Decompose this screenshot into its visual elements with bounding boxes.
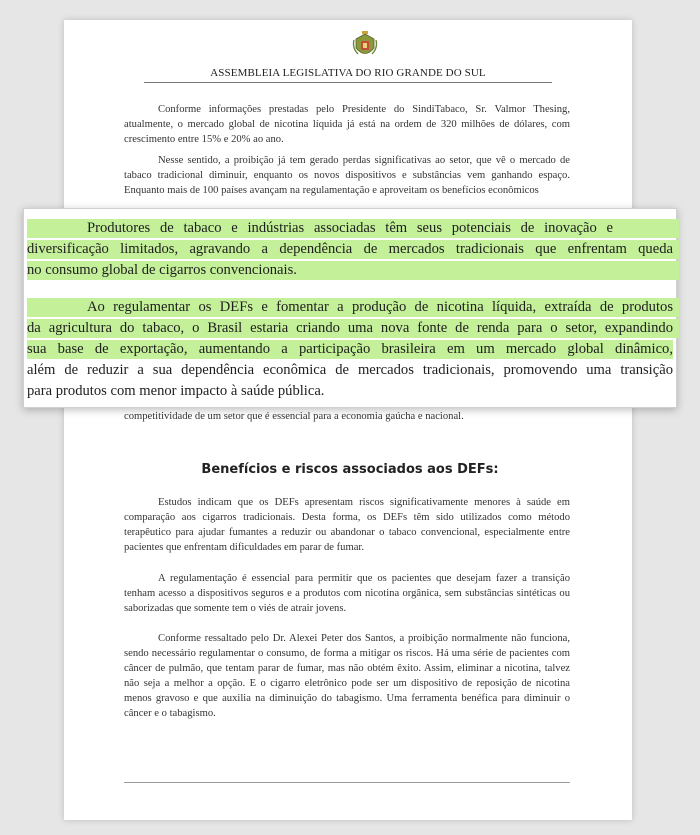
callout-line: sua base de exportação, aumentando a participação brasileira em um mercado global dinâmico, bbox=[27, 341, 673, 357]
paragraph-market-size: Conforme informações prestadas pelo Presidente do SindiTabaco, Sr. Valmor Thesing, atualmente, o mercado global de nicotina líquida já está na ordem de 320 milhões de dólares, com crescimento entre 15% e 20% ao ano. bbox=[124, 104, 570, 145]
paragraph-regulation: A regulamentação é essencial para permitir que os pacientes que desejam fazer a transição tenham acesso a dispositivos seguros e a produtos com nicotina orgânica, sem substâncias sintéticas ou saborizadas que somente tem o viés de atrair jovens. bbox=[124, 573, 570, 614]
footer-divider bbox=[124, 782, 570, 783]
callout-line: diversificação limitados, agravando a dependência de mercados tradicionais que enfrentam queda bbox=[27, 240, 679, 259]
header-divider bbox=[144, 82, 552, 83]
paragraph-losses: Nesse sentido, a proibição já tem gerado perdas significativas ao setor, que vê o mercado de tabaco tradicional diminuir, enquanto os novos dispositivos e substâncias vem ganhando espaço. Enquanto mais de 100 países avançam na regulamentação e aproveitam os benefícios econômicos bbox=[124, 155, 570, 196]
callout-line: para produtos com menor impacto à saúde pública. bbox=[27, 383, 325, 399]
highlighted-excerpt-callout bbox=[23, 208, 677, 408]
callout-line: Produtores de tabaco e indústrias associadas têm seus potenciais de inovação e bbox=[27, 219, 679, 238]
callout-line: Ao regulamentar os DEFs e fomentar a produção de nicotina líquida, extraída de produtos bbox=[27, 298, 679, 317]
callout-line: além de reduzir a sua dependência econômica de mercados tradicionais, promovendo uma transição bbox=[27, 362, 673, 378]
assembly-header: ASSEMBLEIA LEGISLATIVA DO RIO GRANDE DO SUL bbox=[210, 67, 486, 79]
paragraph-competitiveness: competitividade de um setor que é essencial para a economia gaúcha e nacional. bbox=[124, 411, 464, 422]
section-title: Benefícios e riscos associados aos DEFs: bbox=[201, 462, 499, 477]
callout-line: no consumo global de cigarros convencionais. bbox=[27, 261, 679, 280]
document-page bbox=[64, 20, 632, 820]
paragraph-studies: Estudos indicam que os DEFs apresentam riscos significativamente menores à saúde em comparação aos cigarros tradicionais. Desta forma, os DEFs têm sido utilizados como método terapêutico para ajudar fumantes a reduzir ou abandonar o tabaco convencional, especialmente entre pacientes que enfrentam dificuldades em parar de fumar. bbox=[124, 497, 570, 553]
paragraph-doctor-quote: Conforme ressaltado pelo Dr. Alexei Peter dos Santos, a proibição normalmente não funciona, sendo necessário regulamentar o consumo, de forma a mitigar os riscos. Há uma série de pacientes com câncer de pulmão, que tentam parar de fumar, mas não obtém êxito. Assim, eliminar a nicotina, talvez não seja a melhor a opção. E o cigarro eletrônico pode ser um dispositivo de reposição de nicotina menos gravoso e que auxilia na diminuição do tabagismo. Uma ferramenta benéfica para diminuir o câncer e o tabagismo. bbox=[124, 633, 570, 719]
coat-of-arms-icon bbox=[352, 30, 378, 60]
callout-line: da agricultura do tabaco, o Brasil estaria criando uma nova fonte de renda para o setor, expandindo bbox=[27, 319, 679, 338]
